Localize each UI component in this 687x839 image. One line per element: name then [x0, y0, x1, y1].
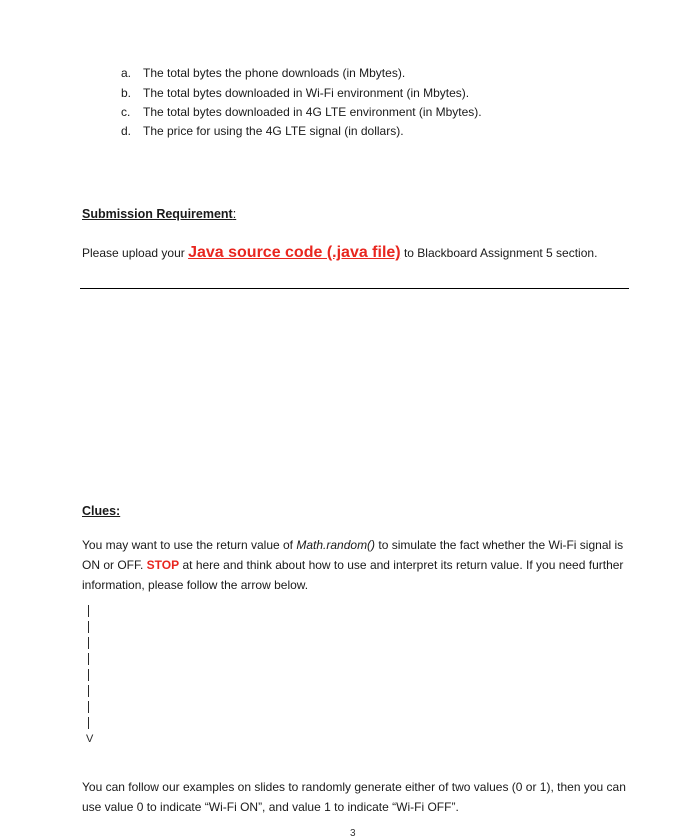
clues-p1-part3: at here and think about how to use and interpret its return value. If you need further information, please follow the arrow below.	[82, 558, 624, 592]
clues-p1-part2: to simulate the fact whether the Wi-Fi signal is ON or OFF.	[82, 538, 624, 572]
arrow-head-icon: V	[86, 733, 94, 745]
arrow-bar	[88, 717, 89, 729]
arrow-bar	[88, 621, 89, 633]
stop-label: STOP	[146, 558, 180, 572]
list-item-text: The total bytes downloaded in Wi-Fi environment (in Mbytes).	[143, 86, 470, 100]
list-item-text: The total bytes downloaded in 4G LTE environment (in Mbytes).	[143, 105, 482, 119]
math-random-code: Math.random()	[296, 538, 376, 552]
list-item	[121, 84, 641, 102]
list-marker: c.	[121, 105, 131, 119]
list-item-text: The price for using the 4G LTE signal (in dollars).	[143, 124, 404, 138]
list-marker: b.	[121, 86, 132, 100]
list-item	[121, 64, 641, 82]
list-item	[121, 122, 641, 140]
submission-heading	[82, 207, 236, 221]
submission-text-after: to Blackboard Assignment 5 section.	[400, 246, 598, 260]
clues-paragraph-2: You can follow our examples on slides to randomly generate either of two values (0 or 1), then you can use value 0 to indicate “Wi-Fi ON”, and value 1 to indicate “Wi-Fi OFF”.	[82, 780, 626, 814]
submission-paragraph	[82, 242, 642, 264]
clues-paragraph-1	[82, 535, 642, 595]
page-number: 3	[350, 828, 356, 839]
submission-heading-colon: :	[232, 207, 237, 221]
list-item	[121, 103, 641, 121]
arrow-bar	[88, 637, 89, 649]
arrow-bar	[88, 653, 89, 665]
down-arrow	[86, 605, 96, 745]
list-marker: d.	[121, 124, 132, 138]
arrow-bar	[88, 605, 89, 617]
clues-heading: Clues:	[82, 504, 121, 518]
arrow-bar	[88, 701, 89, 713]
horizontal-divider	[80, 288, 629, 289]
arrow-bar	[88, 669, 89, 681]
submission-heading-text: Submission Requirement	[82, 207, 233, 221]
arrow-bar	[88, 685, 89, 697]
submission-highlight: Java source code (.java file)	[188, 244, 401, 261]
clues-p1-part1: You may want to use the return value of	[82, 538, 297, 552]
submission-text-before: Please upload your	[82, 246, 189, 260]
list-item-text: The total bytes the phone downloads (in Mbytes).	[143, 66, 406, 80]
list-marker: a.	[121, 66, 132, 80]
